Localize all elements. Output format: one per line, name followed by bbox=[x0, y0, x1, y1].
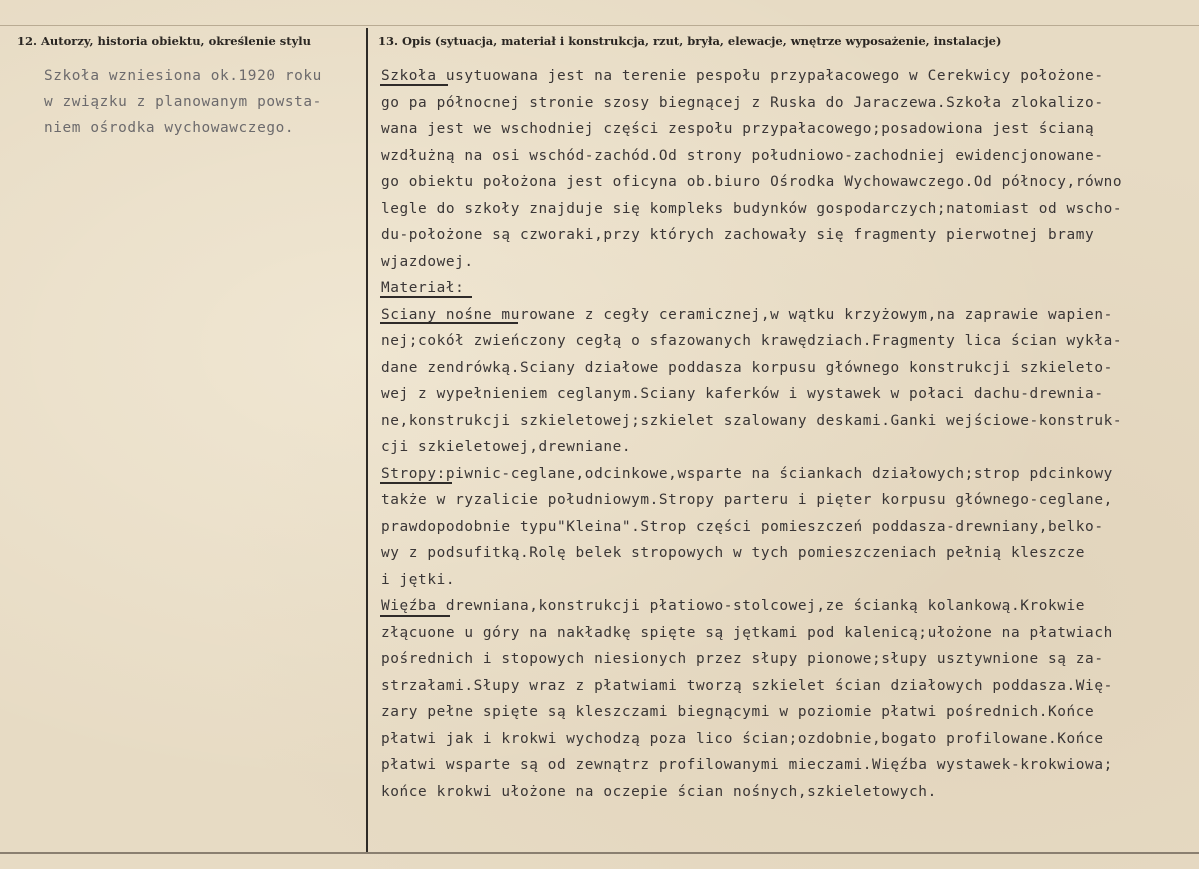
underline-wiezba bbox=[380, 615, 450, 617]
underline-stropy bbox=[380, 482, 452, 484]
section-13-text: Szkoła usytuowana jest na terenie pespołu przypałacowego w Cerekwicy położone- go pa północnej stronie szosy biegnącej z Ruska do Jaraczewa.Szkoła zlokalizo- wana jest we wschodniej części zespołu przypałacowego;posadowiona jest ścianą wzdłużną na osi wschód-zachód.Od strony południowo-zachodniej ewidencjonowane- go obiektu położona jest oficyna ob.biuro Ośrodka Wychowawczego.Od północy,równo legle do szkoły znajduje się kompleks budynków gospodarczych;natomiast od wscho- du-położone są czworaki,przy których zachowały się fragmenty pierwotnej bramy wjazdowej. Materiał: Sciany nośne murowane z cegły ceramicznej,w wątku krzyżowym,na zaprawie wapien- nej;cokół zwieńczony cegłą o sfazowanych krawędziach.Fragmenty lica ścian wykła- dane zendrówką.Sciany działowe poddasza korpusu głównego konstrukcji szkieleto- wej z wypełnieniem ceglanym.Sciany kaferków i wystawek w połaci dachu-drewnia- ne,konstrukcji szkieletowej;szkielet szalowany deskami.Ganki wejściowe-konstruk- cji szkieletowej,drewniane. Stropy:piwnic-ceglane,odcinkowe,wsparte na ściankach działowych;strop pdcinkowy także w ryzalicie południowym.Stropy parteru i pięter korpusu głównego-ceglane, prawdopodobnie typu"Kleina".Strop części pomieszczeń poddasza-drewniany,belko- wy z podsufitką.Rolę belek stropowych w tych pomieszczeniach pełnią kleszcze i jętki. Więźba drewniana,konstrukcji płatiowo-stolcowej,ze ścianką kolankową.Krokwie złącuone u góry na nakładkę spięte są jętkami pod kalenicą;ułożone na płatwiach pośrednich i stopowych niesionych przez słupy pionowe;słupy usztywnione są za- strzałami.Słupy wraz z płatwiami tworzą szkielet ścian działowych poddasza.Wię- zary pełne spięte są kleszczami biegnącymi w poziomie płatwi pośrednich.Końce płatwi jak i krokwi wychodzą poza lico ścian;ozdobnie,bogato profilowane.Końce płatwi wsparte są od zewnątrz profilowanymi mieczami.Więźba wystawek-krokwiowa; końce krokwi ułożone na oczepie ścian nośnych,szkieletowych. bbox=[381, 68, 1123, 800]
underline-szkola bbox=[380, 84, 448, 86]
section-12-text: Szkoła wzniesiona ok.1920 roku w związku z planowanym powsta- niem ośrodka wychowawczego. bbox=[44, 68, 322, 136]
section-12-heading: 12. Autorzy, historia obiektu, określenie stylu bbox=[17, 34, 311, 48]
section-13-heading: 13. Opis (sytuacja, materiał i konstrukcja, rzut, bryła, elewacje, wnętrze wyposażenie, instalacje) bbox=[378, 34, 1002, 48]
underline-sciany-nosne bbox=[380, 322, 518, 324]
top-rule bbox=[0, 25, 1199, 26]
column-divider bbox=[366, 28, 368, 852]
bottom-rule bbox=[0, 852, 1199, 854]
underline-material bbox=[380, 296, 472, 298]
